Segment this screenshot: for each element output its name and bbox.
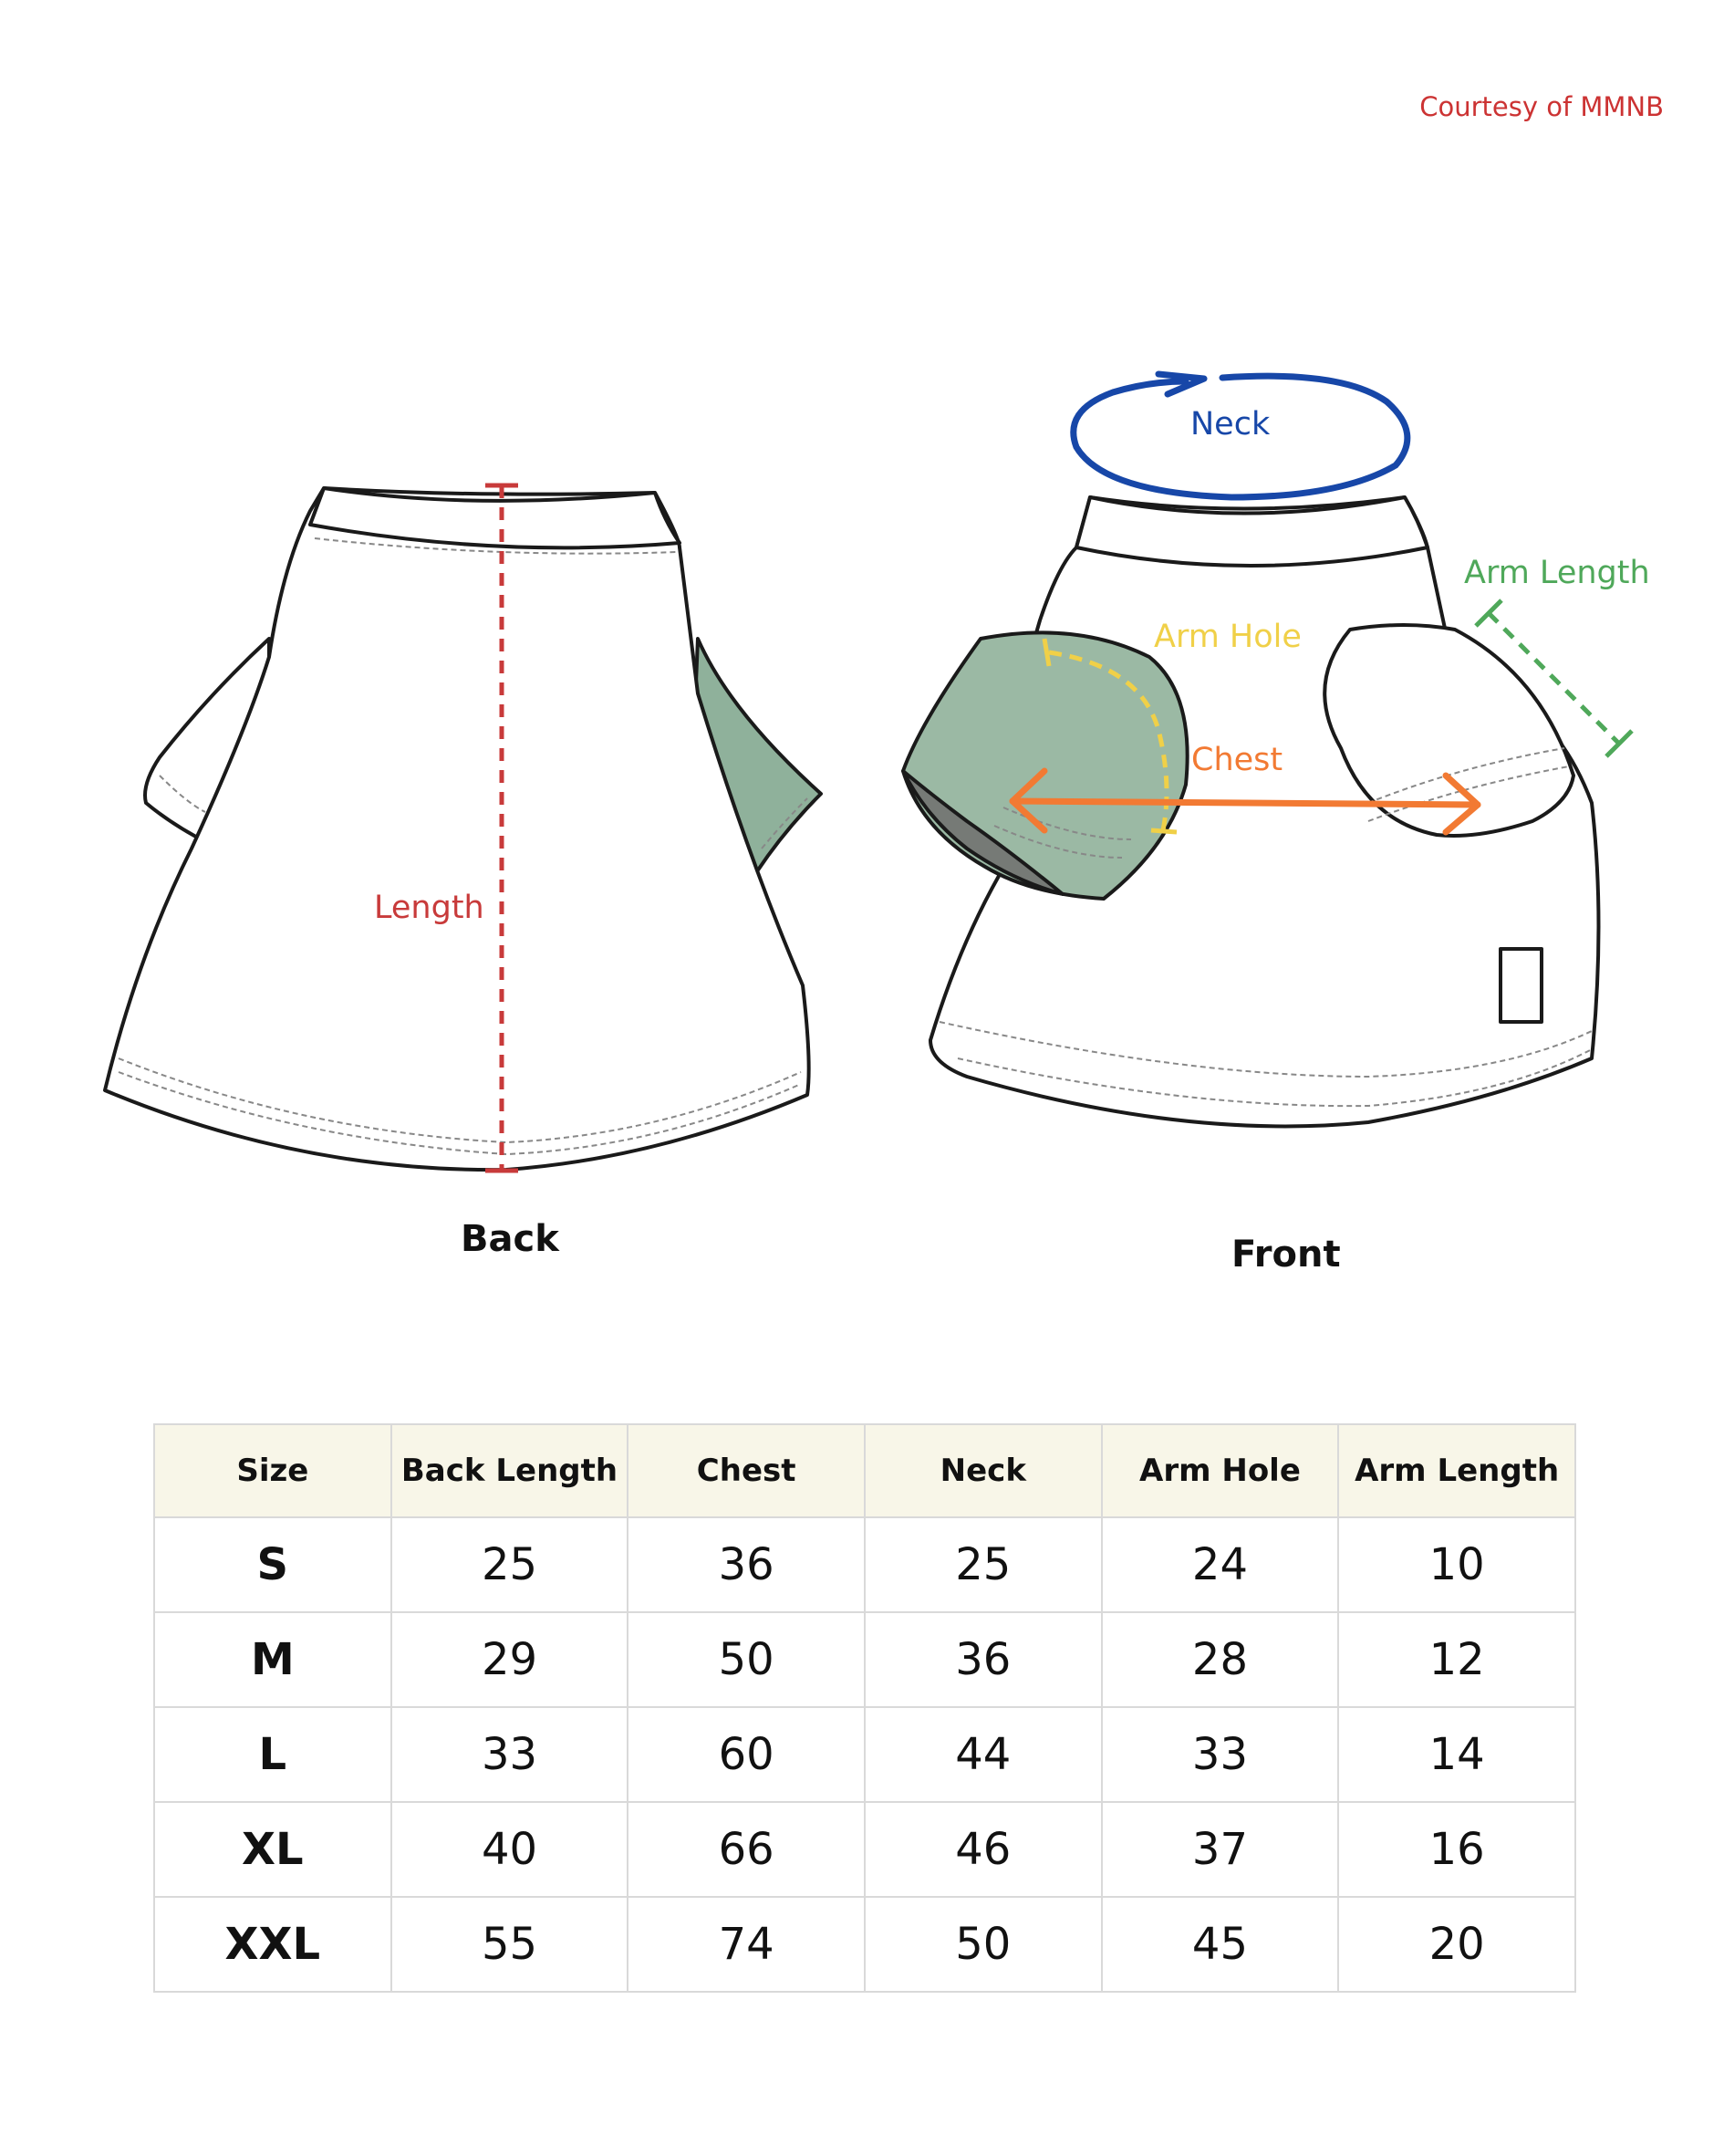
neck-cell: 46 bbox=[865, 1802, 1102, 1897]
table-header-row bbox=[154, 1424, 1575, 1517]
header-arm-length: Arm Length bbox=[1338, 1424, 1575, 1517]
back-body bbox=[105, 488, 809, 1170]
neck-cell: 50 bbox=[865, 1897, 1102, 1992]
size-cell: XXL bbox=[154, 1897, 391, 1992]
length-label: Length bbox=[374, 890, 484, 926]
back-length-cell: 33 bbox=[391, 1707, 628, 1802]
table-row bbox=[154, 1612, 1575, 1707]
neck-label: Neck bbox=[1190, 406, 1271, 443]
arm-hole-cell: 45 bbox=[1102, 1897, 1339, 1992]
header-neck: Neck bbox=[865, 1424, 1102, 1517]
header-back-length: Back Length bbox=[391, 1424, 628, 1517]
table-row bbox=[154, 1517, 1575, 1612]
chest-cell: 50 bbox=[628, 1612, 865, 1707]
back-shirt bbox=[105, 488, 821, 1170]
front-tag bbox=[1501, 949, 1542, 1022]
size-cell: XL bbox=[154, 1802, 391, 1897]
size-chart-table bbox=[153, 1423, 1576, 1993]
size-cell: L bbox=[154, 1707, 391, 1802]
arm-hole-cell: 33 bbox=[1102, 1707, 1339, 1802]
back-length-cell: 29 bbox=[391, 1612, 628, 1707]
size-cell: S bbox=[154, 1517, 391, 1612]
header-arm-hole: Arm Hole bbox=[1102, 1424, 1339, 1517]
arm-length-cell: 12 bbox=[1338, 1612, 1575, 1707]
front-left-sleeve bbox=[903, 632, 1188, 899]
neck-cell: 36 bbox=[865, 1612, 1102, 1707]
front-shirt bbox=[903, 497, 1599, 1126]
arm-hole-cell: 37 bbox=[1102, 1802, 1339, 1897]
arm-hole-cell: 28 bbox=[1102, 1612, 1339, 1707]
chest-cell: 66 bbox=[628, 1802, 865, 1897]
arm-length-cell: 16 bbox=[1338, 1802, 1575, 1897]
table-row bbox=[154, 1707, 1575, 1802]
back-length-cell: 55 bbox=[391, 1897, 628, 1992]
courtesy-credit: Courtesy of MMNB bbox=[1419, 91, 1664, 122]
table-row bbox=[154, 1802, 1575, 1897]
size-cell: M bbox=[154, 1612, 391, 1707]
arm-length-cell: 14 bbox=[1338, 1707, 1575, 1802]
chest-cell: 60 bbox=[628, 1707, 865, 1802]
neck-cell: 25 bbox=[865, 1517, 1102, 1612]
chest-cell: 36 bbox=[628, 1517, 865, 1612]
front-caption: Front bbox=[1231, 1234, 1341, 1276]
table-row bbox=[154, 1897, 1575, 1992]
arm-length-cell: 20 bbox=[1338, 1897, 1575, 1992]
back-length-cell: 40 bbox=[391, 1802, 628, 1897]
arm-hole-label: Arm Hole bbox=[1154, 619, 1302, 655]
arm-length-cell: 10 bbox=[1338, 1517, 1575, 1612]
header-size: Size bbox=[154, 1424, 391, 1517]
chest-label: Chest bbox=[1191, 742, 1283, 778]
back-caption: Back bbox=[461, 1218, 559, 1260]
chest-cell: 74 bbox=[628, 1897, 865, 1992]
header-chest: Chest bbox=[628, 1424, 865, 1517]
neck-cell: 44 bbox=[865, 1707, 1102, 1802]
back-length-cell: 25 bbox=[391, 1517, 628, 1612]
arm-length-label: Arm Length bbox=[1464, 555, 1650, 591]
arm-hole-cell: 24 bbox=[1102, 1517, 1339, 1612]
